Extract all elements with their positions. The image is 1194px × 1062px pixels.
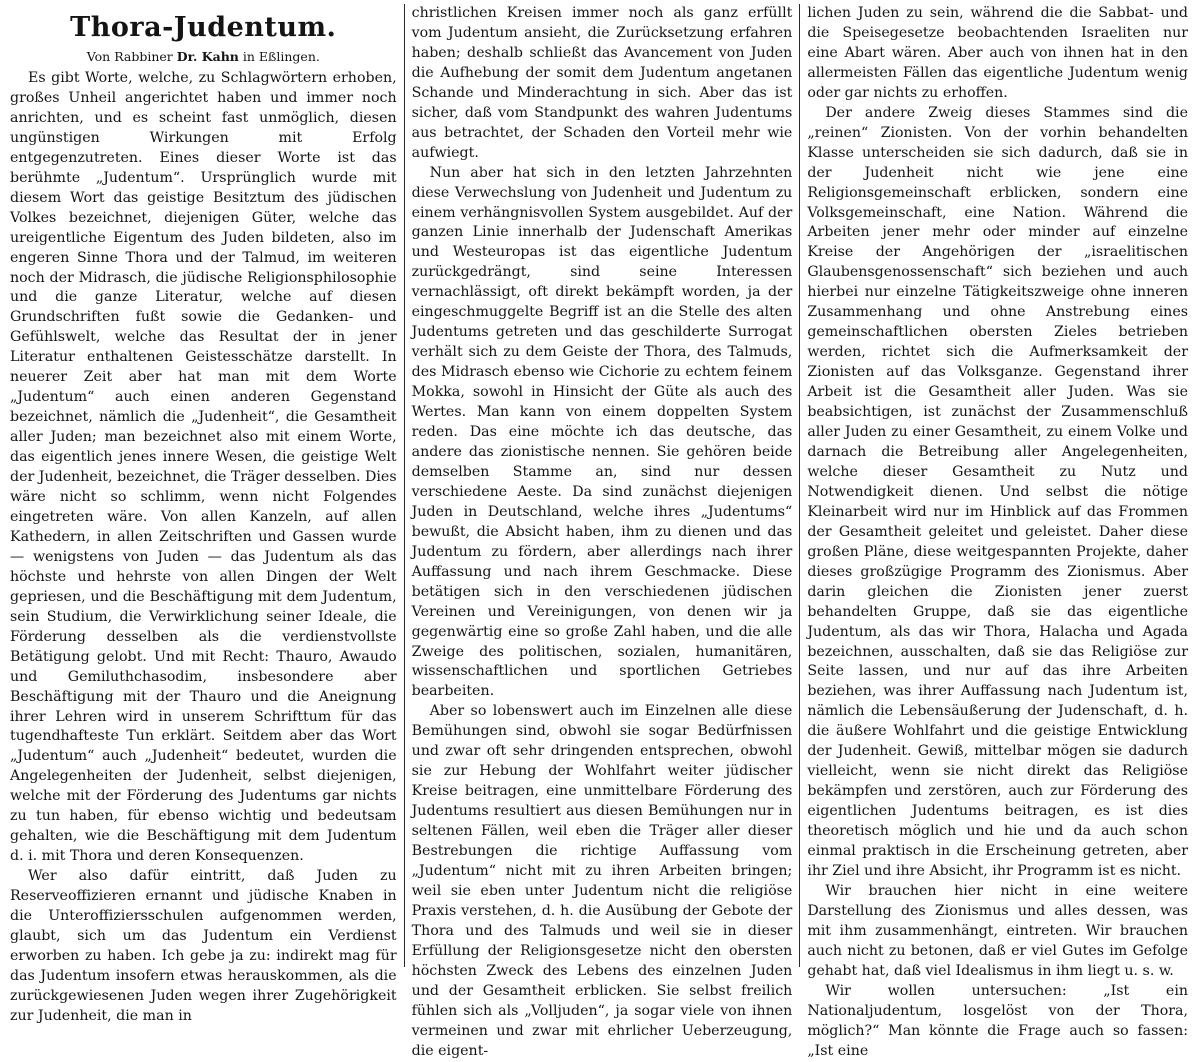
byline-prefix: Von Rabbiner [86, 49, 173, 64]
paragraph: lichen Juden zu sein, während die die Sabbat- und die Speisegesetze beobachtenden Israeliten nur eine Abart wären. Aber auch von ihnen hat in den allermeisten Fällen das eigentliche Judentum wenig oder gar nichts zu erhoffen. [807, 5, 1188, 101]
byline-author: Dr. Kahn [176, 49, 239, 64]
paragraph: Nun aber hat sich in den letzten Jahrzehnten diese Verwechslung von Judenheit und Judentum zu einem verhängnisvollen System ausgebildet. Auf der ganzen Linie innerhalb der Judenschaft Amerikas und Westeuropas ist das eigentliche Judentum zurückgedrängt, sind seine Interessen vernachlässigt, oft direkt bekämpft worden, ja der eingeschmuggelte Begriff ist an die Stelle des alten Judentums getreten und das geschilderte Surrogat verhält sich zu dem Geiste der Thora, des Talmuds, des Midrasch ebenso wie Cichorie zu echtem feinem Mokka, sowohl in Hinsicht der Güte als auch des Wertes. Man kann von einem doppelten System reden. Das eine möchte ich das deutsche, das andere das zionistische nennen. Sie gehören beide demselben Stamme an, sind nur dessen verschiedene Aeste. Da sind zunächst diejenigen Juden in Deutschland, welche ihres „Judentums“ bewußt, die Absicht haben, ihm zu dienen und das Judentum zu fördern, aber allerdings nach ihrer Auffassung und nach ihrem Geschmacke. Diese betätigen sich in den verschiedenen jüdischen Vereinen und Vereinigungen, von denen wir ja gegenwärtig eine so große Zahl haben, und die alle Zweige des politischen, sozialen, humanitären, wissenschaftlichen und sportlichen Getriebes bearbeiten. [411, 164, 793, 700]
article-byline [10, 48, 397, 66]
column-divider [404, 4, 405, 967]
paragraph: Wir brauchen hier nicht in eine weitere Darstellung des Zionismus und alles dessen, was mit ihm zusammenhängt, eintreten. Wir brauchen auch nicht zu betonen, daß er viel Gutes im Gefolge gehabt hat, daß viel Idealismus in ihm liegt u. s. w. [807, 882, 1188, 979]
paragraph: Es gibt Worte, welche, zu Schlagwörtern erhoben, großes Unheil angerichtet haben und immer noch anrichten, und es scheint fast unmöglich, diesen ungünstigen Wirkungen mit Erfolg entgegenzutreten. Eines dieser Worte ist das berühmte „Judentum“. Ursprünglich wurde mit diesem Wort das geistige Besitztum des jüdischen Volkes bezeichnet, diejenigen Güter, welche das ureigentliche Eigentum des Juden bildeten, also im engeren Sinne Thora und der Talmud, im weiteren noch der Midrasch, die jüdische Religionsphilosophie und die ganze Literatur, welche auf diesen Grundschriften fußt sowie die Gedanken- und Gefühlswelt, welche das Resultat der in jener Literatur enthaltenen Geistesschätze darstellt. In neuerer Zeit aber hat man mit dem Worte „Judentum“ auch einen anderen Gegenstand bezeichnet, nämlich die „Judenheit“, die Gesamtheit aller Juden; man bezeichnet also mit einem Worte, das eigentlich jenes innere Wesen, die geistige Welt der Judenheit, bezeichnet, die Träger desselben. Dies wäre nicht so schlimm, wenn nicht Folgendes eingetreten wäre. Von allen Kanzeln, auf allen Kathedern, in allen Zeitschriften und Gassen wurde — wenigstens von Juden — das Judentum als das höchste und hehrste von allen Dingen der Welt gepriesen, und die Beschäftigung mit dem Judentum, sein Studium, die Verwirklichung seiner Ideale, die Förderung desselben als die verdienstvollste Betätigung gelobt. Und mit Recht: Thauro, Awaudo und Gemiluthchasodim, insbesondere aber Beschäftigung mit der Thauro und die Aneignung ihrer Lehren wird in unserem Schrifttum für das tugendhafteste Tun erklärt. Seitdem aber das Wort „Judentum“ auch „Judenheit“ bedeutet, wurden die Angelegenheiten der Judenheit, selbst diejenigen, welche mit der Förderung des Judentums gar nichts zu tun haben, für ebenso wichtig und bedeutsam gehalten, wie die Beschäftigung mit dem Judentum d. i. mit Thora und deren Konsequenzen. [10, 70, 397, 865]
paragraph: Der andere Zweig dieses Stammes sind die „reinen“ Zionisten. Von der vorhin behandelten Klasse unterscheiden sie sich dadurch, daß sie in der Judenheit nicht wie jene eine Religionsgemeinschaft erblicken, sondern eine Volksgemeinschaft, eine Nation. Während die Arbeiten jener mehr oder minder auf einzelne Kreise der Angehörigen der „israelitischen Glaubensgenossenschaft“ sich beziehen und auch hierbei nur einzelne Tätigkeitszweige ohne inneren Zusammenhang und ohne Anstrebung eines gemeinschaftlichen obersten Zieles betrieben werden, richtet sich die Aufmerksamkeit der Zionisten auf das Volksganze. Gegenstand ihrer Arbeit ist die Gesamtheit aller Juden. Was sie beabsichtigen, ist zunächst der Zusammenschluß aller Juden zu einer Gesamtheit, zu einem Volke und darnach die Betreibung aller Angelegenheiten, welche dieser Gesamtheit zu Nutz und Notwendigkeit dienen. Und selbst die nötige Kleinarbeit wird nur im Hinblick auf das Frommen der Gesamtheit geleitet und geleistet. Daher diese großen Pläne, diese weitgespannten Projekte, daher dieses großzügige Programm des Zionismus. Aber darin gleichen die Zionisten jener zuerst behandelten Gruppe, daß sie das eigentliche Judentum, als das wir Thora, Halacha und Agada bezeichnen, ausschalten, daß sie das Religiöse zur Seite lassen, und nur auf das ihre Arbeiten beziehen, was ihrer Auffassung nach Judentum ist, nämlich die Lebensäußerung der Judenschaft, d. h. die äußere Wohlfahrt und die geistige Entwicklung der Judenheit. Gewiß, mittelbar mögen sie dadurch vielleicht, wenn sie nicht direkt das Religiöse bekämpfen und zerstören, auch zur Förderung des eigentlichen Judentums beitragen, es ist dies theoretisch möglich und hie und da auch schon einmal praktisch in die Erscheinung getreten, aber ihr Ziel und ihre Absicht, ihr Programm ist es nicht. [807, 104, 1188, 879]
paragraph: Wer also dafür eintritt, daß Juden zu Reserveoffizieren ernannt und jüdische Knaben in die Unteroffiziersschulen aufgenommen werden, glaubt, sich um das Judentum ein Verdienst erworben zu haben. Ich gebe ja zu: indirekt mag für das Judentum insofern etwas herauskommen, als die zurückgewiesenen Juden wegen ihrer Zugehörigkeit zur Judenheit, die man in [10, 868, 397, 1024]
article-title: Thora-Judentum. [70, 12, 337, 43]
column-divider [799, 4, 800, 967]
column-1 [8, 4, 402, 1024]
column-2 [407, 4, 798, 1059]
paragraph: Aber so lobenswert auch im Einzelnen alle diese Bemühungen sind, obwohl sie sogar Bedürfnissen und zwar oft sehr dringenden entsprechen, obwohl sie zur Hebung der Wohlfahrt weiter jüdischer Kreise beitragen, eine unmittelbare Förderung des Judentums resultiert aus diesen Bemühungen nur in seltenen Fällen, weil eben die Träger aller dieser Bestrebungen die richtige Auffassung vom „Judentum“ nicht mit zu ihren Arbeiten bringen; weil sie eben unter Judentum nicht die religiöse Praxis verstehen, d. h. die Ausübung der Gebote der Thora und des Talmuds und weil sie in dieser Erfüllung der Religionsgesetze nicht den obersten höchsten Zweck des Lebens des einzelnen Juden und der Gesamtheit erblicken. Sie selbst freilich fühlen sich als „Volljuden“, ja sogar viele von ihnen vermeinen und zwar mit ehrlicher Ueberzeugung, die eigent- [411, 703, 793, 1059]
column-3 [802, 4, 1188, 1059]
paragraph: christlichen Kreisen immer noch als ganz erfüllt vom Judentum ansieht, die Zurücksetzung erfahren haben; deshalb schließt das Avancement von Juden die Aufhebung der somit dem Judentum angetanen Schande und Minderachtung in sich. Aber das ist sicher, daß vom Standpunkt des wahren Judentums aus betrachtet, der Schaden den Vorteil mehr wie aufwiegt. [411, 5, 793, 161]
article-columns [8, 4, 1188, 1059]
paragraph: Wir wollen untersuchen: „Ist ein Nationaljudentum, losgelöst von der Thora, möglich?“ Man könnte die Frage auch so fassen: „Ist eine [807, 982, 1188, 1059]
byline-suffix: in Eßlingen. [242, 49, 320, 64]
